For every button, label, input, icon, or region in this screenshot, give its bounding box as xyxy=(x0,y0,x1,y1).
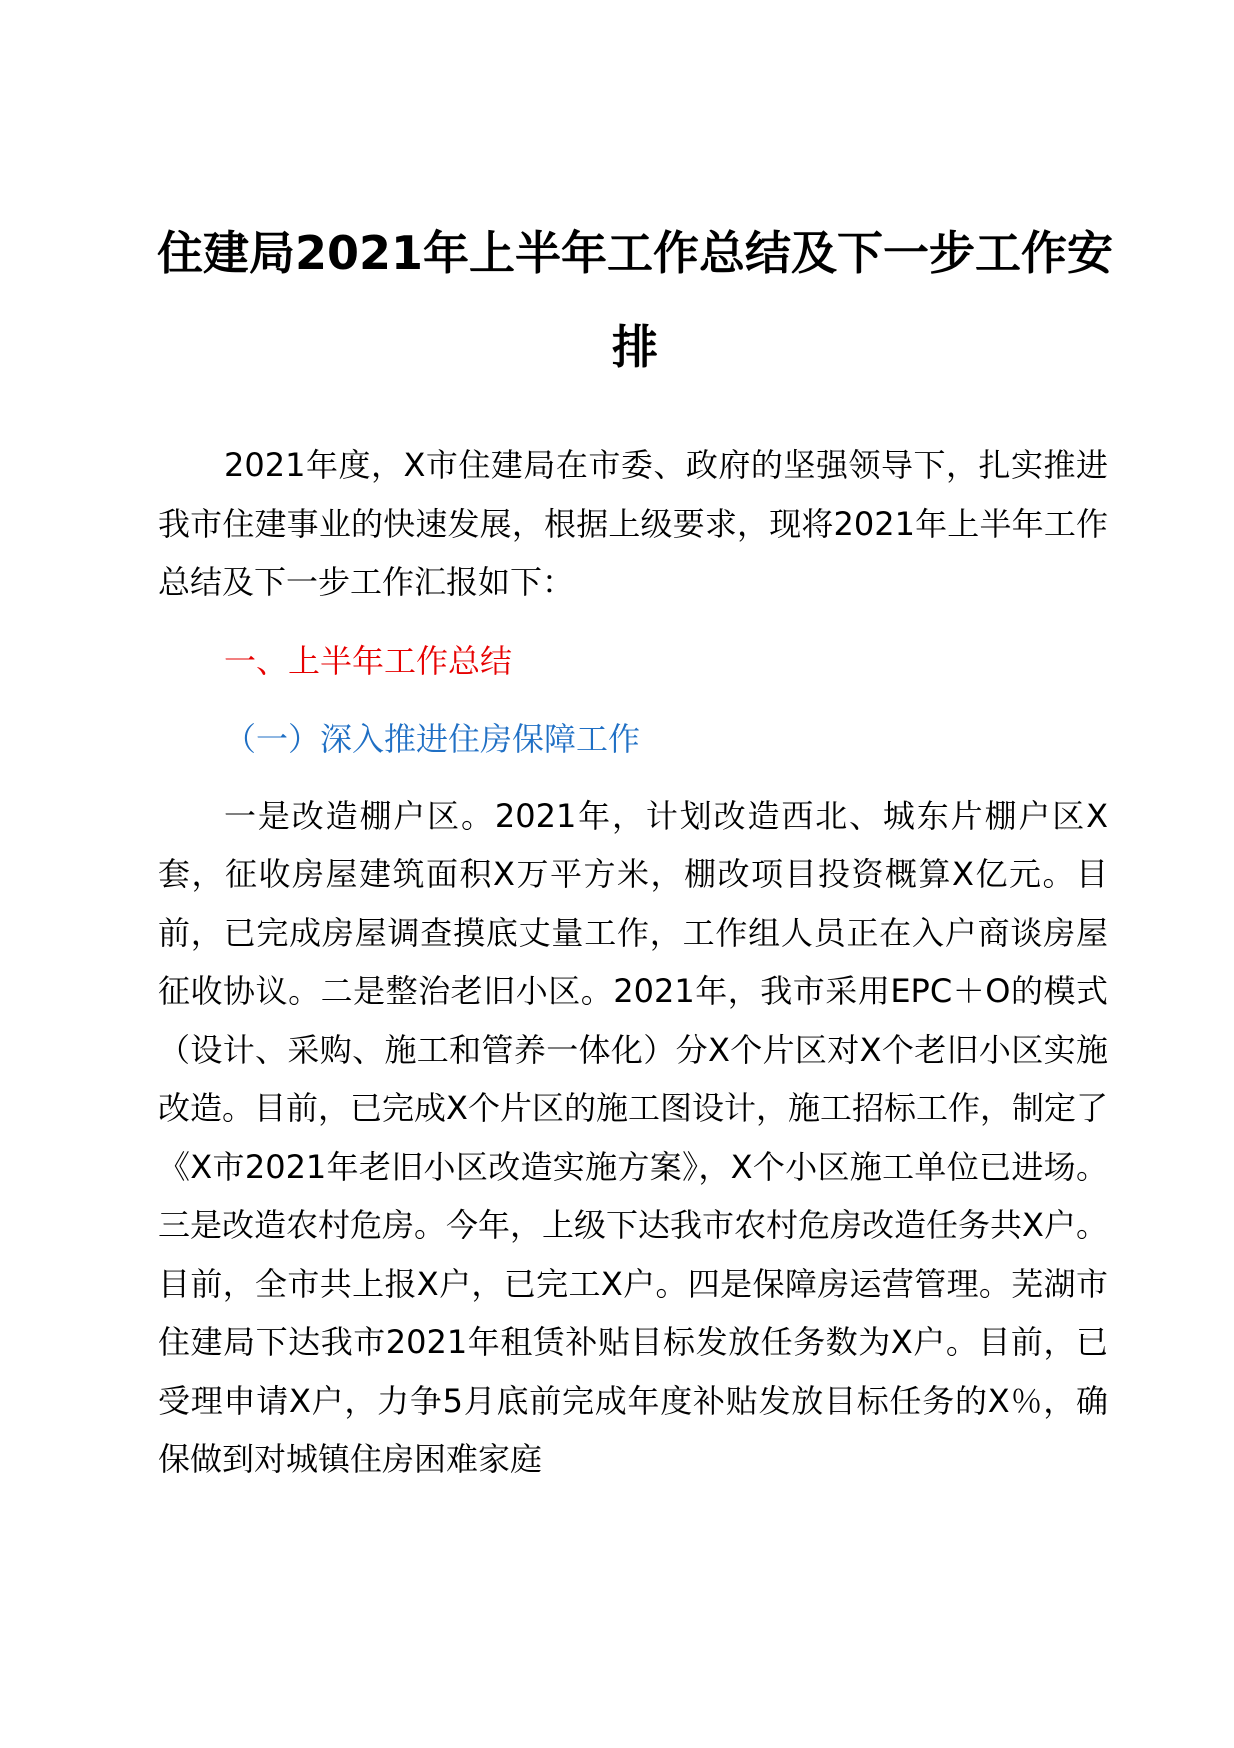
body-paragraph: 一是改造棚户区。2021年，计划改造西北、城东片棚户区X套，征收房屋建筑面积X万平方米，棚改项目投资概算X亿元。目前，已完成房屋调查摸底丈量工作，工作组人员正在入户商谈房屋征收协议。二是整治老旧小区。2021年，我市采用EPC＋O的模式（设计、采购、施工和管养一体化）分X个片区对X个老旧小区实施改造。目前，已完成X个片区的施工图设计，施工招标工作，制定了《X市2021年老旧小区改造实施方案》，X个小区施工单位已进场。三是改造农村危房。今年，上级下达我市农村危房改造任务共X户。目前，全市共上报X户，已完工X户。四是保障房运营管理。芜湖市住建局下达我市2021年租赁补贴目标发放任务数为X户。目前，已受理申请X户，力争5月底前完成年度补贴发放目标任务的X％，确保做到对城镇住房困难家庭 xyxy=(158,796,1108,1478)
section-heading: 一、上半年工作总结 xyxy=(224,641,513,680)
intro-paragraph: 2021年度，X市住建局在市委、政府的坚强领导下，扎实推进我市住建事业的快速发展，根据上级要求，现将2021年上半年工作总结及下一步工作汇报如下： xyxy=(158,446,1108,601)
subsection-heading: （一）深入推进住房保障工作 xyxy=(224,720,641,758)
document-title: 住建局2021年上半年工作总结及下一步工作安排 xyxy=(156,226,1114,374)
document-body xyxy=(158,436,1108,1489)
